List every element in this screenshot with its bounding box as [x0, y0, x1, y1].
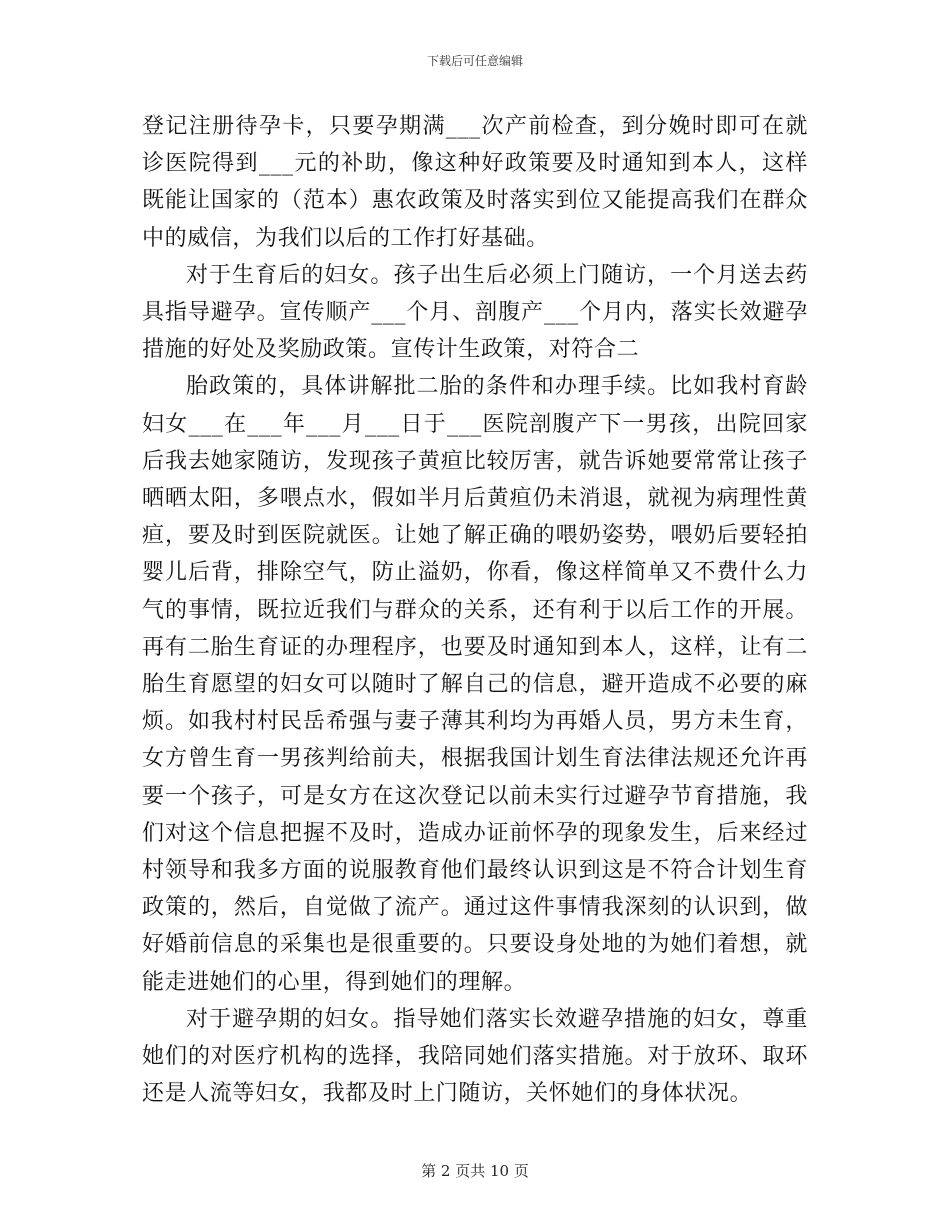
paragraph-4: 对于避孕期的妇女。指导她们落实长效避孕措施的妇女，尊重她们的对医疗机构的选择，我陪同她们落实措施。对于放环、取环还是人流等妇女，我都及时上门随访，关怀她们的身体状况。: [142, 1006, 808, 1107]
paragraph-3: 胎政策的，具体讲解批二胎的条件和办理手续。比如我村育龄妇女___在___年___月___日于___医院剖腹产下一男孩，出院回家后我去她家随访，发现孩子黄疸比较厉害，就告诉她要常常让孩子晒晒太阳，多喂点水，假如半月后黄疸仍未消退，就视为病理性黄疸，要及时到医院就医。让她了解正确的喂奶姿势，喂奶后要轻拍婴儿后背，排除空气，防止溢奶，你看，像这样简单又不费什么力气的事情，既拉近我们与群众的关系，还有利于以后工作的开展。再有二胎生育证的办理程序，也要及时通知到本人，这样，让有二胎生育愿望的妇女可以随时了解自己的信息，避开造成不必要的麻烦。如我村村民岳希强与妻子薄其利均为再婚人员，男方未生育，女方曾生育一男孩判给前夫，根据我国计划生育法律法规还允许再要一个孩子，可是女方在这次登记以前未实行过避孕节育措施，我们对这个信息把握不及时，造成办证前怀孕的现象发生，后来经过村领导和我多方面的说服教育他们最终认识到这是不符合计划生育政策的，然后，自觉做了流产。通过这件事情我深刻的认识到，做好婚前信息的采集也是很重要的。只要设身处地的为她们着想，就能走进她们的心里，得到她们的理解。: [142, 374, 808, 995]
page-header: 下载后可任意编辑: [426, 54, 523, 68]
document-body: [142, 108, 808, 1112]
paragraph-1: 登记注册待孕卡，只要孕期满___次产前检查，到分娩时即可在就诊医院得到___元的补助，像这种好政策要及时通知到本人，这样既能让国家的（范本）惠农政策及时落实到位又能提高我们在群众中的威信，为我们以后的工作打好基础。: [142, 114, 808, 251]
page-footer: 第 2 页共 10 页: [421, 1162, 529, 1180]
paragraph-2: 对于生育后的妇女。孩子出生后必须上门随访，一个月送去药具指导避孕。宣传顺产___个月、剖腹产___个月内，落实长效避孕措施的好处及奖励政策。宣传计生政策，对符合二: [142, 262, 808, 363]
